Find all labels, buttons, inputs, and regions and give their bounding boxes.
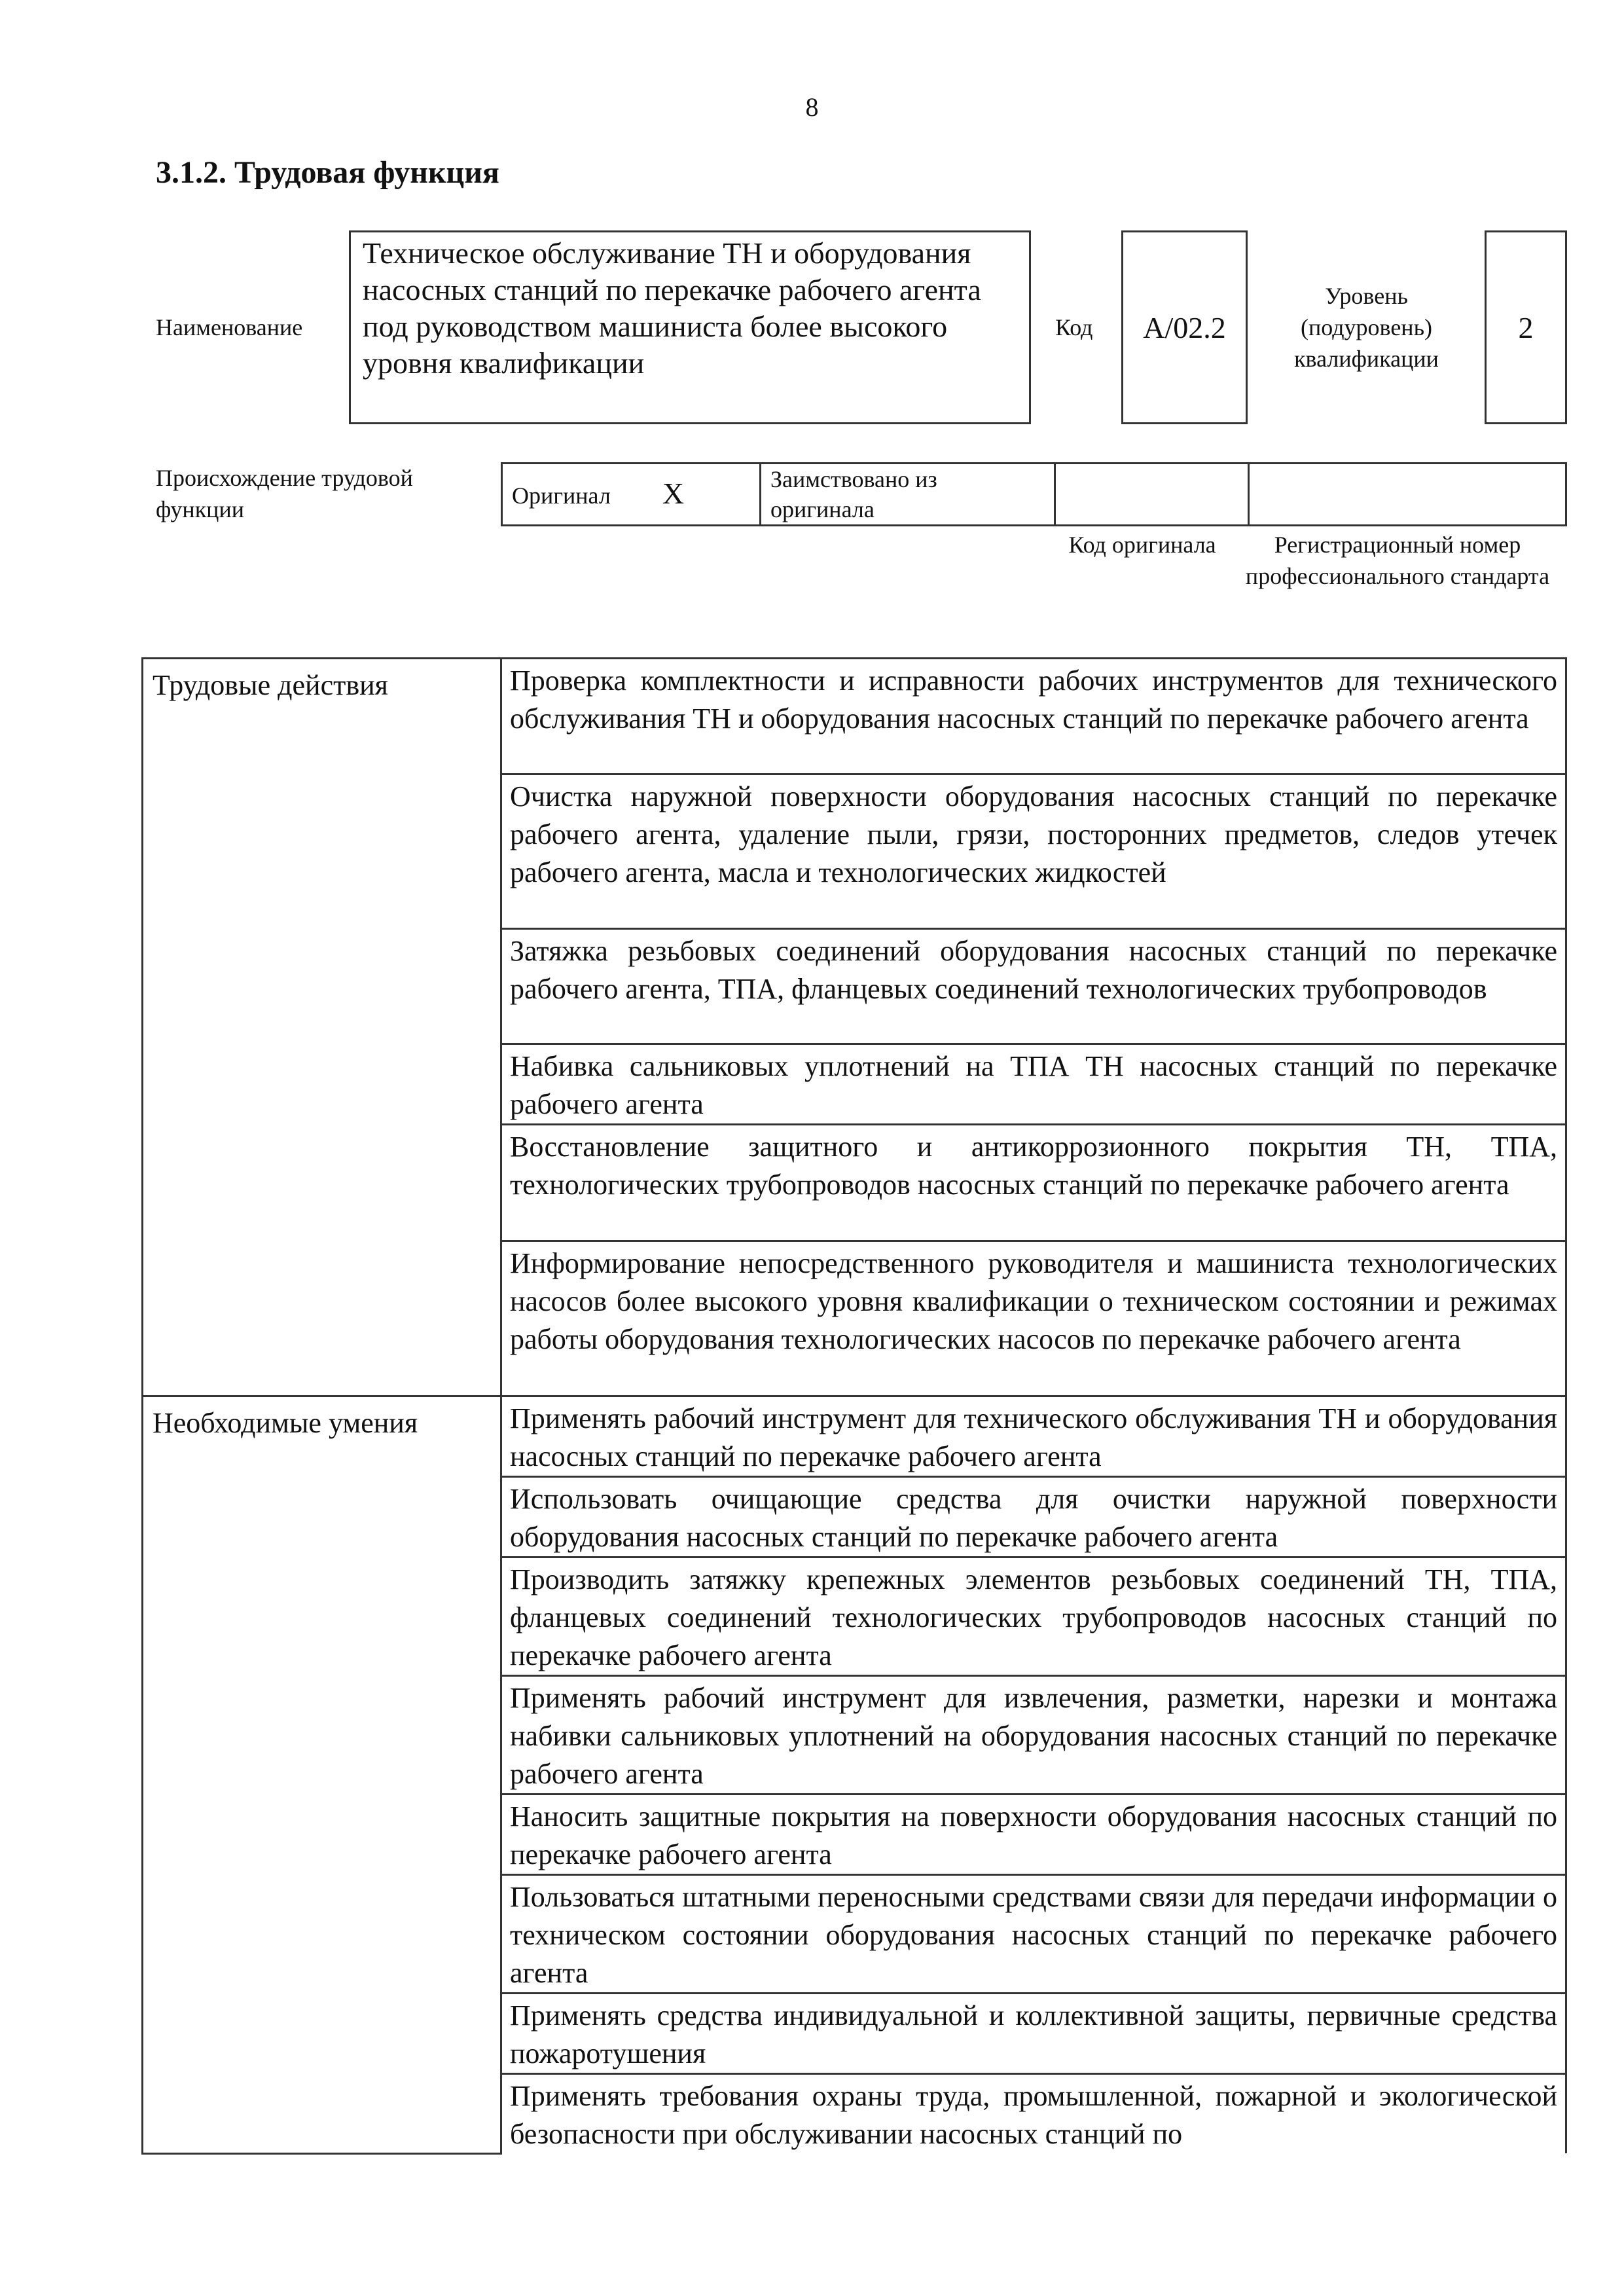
- list-item: Очистка наружной поверхности оборудования насосных станций по перекачке рабочего агента, удаление пыли, грязи, посторонних предметов, следов утечек рабочего агента, масла и технологических жидкостей: [501, 774, 1566, 929]
- functions-table: [141, 657, 1567, 2155]
- code-value-box: [1121, 230, 1248, 424]
- name-value: Техническое обслуживание ТН и оборудования насосных станций по перекачке рабочего агента под руководством машиниста более высокого уровня квалификации: [363, 236, 981, 380]
- origin-label: Происхождение трудовой функции: [156, 465, 413, 522]
- level-label: [1257, 280, 1476, 374]
- page-number: 8: [805, 92, 819, 122]
- code-value: А/02.2: [1143, 310, 1226, 344]
- list-item: Производить затяжку крепежных элементов резьбовых соединений ТН, ТПА, фланцевых соединений технологических трубопроводов насосных станций по перекачке рабочего агента: [501, 1558, 1566, 1676]
- origin-table: [501, 462, 1567, 526]
- name-label: Наименование: [156, 314, 303, 340]
- list-item: Пользоваться штатными переносными средствами связи для передачи информации о техническом состоянии оборудования насосных станций по перекачке рабочего агента: [501, 1875, 1566, 1994]
- origin-code-cell: [1055, 464, 1249, 526]
- origin-reg-cell: [1249, 464, 1566, 526]
- level-label-line3: квалификации: [1294, 346, 1439, 372]
- table-row: [143, 659, 1566, 774]
- level-value-box: [1485, 230, 1567, 424]
- list-item: Использовать очищающие средства для очистки наружной поверхности оборудования насосных станций по перекачке рабочего агента: [501, 1477, 1566, 1558]
- reg-number-caption: Регистрационный номер профессионального стандарта: [1245, 532, 1550, 589]
- code-original-caption: Код оригинала: [1068, 532, 1216, 558]
- level-label-line2: (подуровень): [1301, 314, 1432, 340]
- list-item: Применять средства индивидуальной и коллективной защиты, первичные средства пожаротушения: [501, 1994, 1566, 2074]
- list-item: Информирование непосредственного руководителя и машиниста технологических насосов более высокого уровня квалификации о техническом состоянии и режимах работы оборудования технологических насосов по перекачке рабочего агента: [501, 1241, 1566, 1396]
- section-title: 3.1.2. Трудовая функция: [156, 155, 499, 190]
- list-item: Набивка сальниковых уплотнений на ТПА ТН насосных станций по перекачке рабочего агента: [501, 1044, 1566, 1125]
- name-value-box: [349, 230, 1031, 424]
- list-item: Восстановление защитного и антикоррозионного покрытия ТН, ТПА, технологических трубопроводов насосных станций по перекачке рабочего агента: [501, 1125, 1566, 1241]
- origin-original-cell: [502, 464, 761, 526]
- list-item: Проверка комплектности и исправности рабочих инструментов для технического обслуживания ТН и оборудования насосных станций по перекачке рабочего агента: [501, 659, 1566, 774]
- level-label-line1: Уровень: [1325, 283, 1408, 309]
- list-item: Наносить защитные покрытия на поверхности оборудования насосных станций по перекачке рабочего агента: [501, 1795, 1566, 1875]
- table-row: [143, 1396, 1566, 1477]
- original-mark: X: [662, 476, 685, 510]
- list-item: Затяжка резьбовых соединений оборудования насосных станций по перекачке рабочего агента, ТПА, фланцевых соединений технологических трубопроводов: [501, 929, 1566, 1044]
- original-label: Оригинал: [512, 482, 611, 509]
- list-item: Применять требования охраны труда, промышленной, пожарной и экологической безопасности при обслуживании насосных станций по: [501, 2074, 1566, 2154]
- borrowed-label: Заимствовано из оригинала: [770, 466, 937, 522]
- code-label: Код: [1055, 314, 1093, 340]
- list-item: Применять рабочий инструмент для технического обслуживания ТН и оборудования насосных станций по перекачке рабочего агента: [501, 1396, 1566, 1477]
- level-value: 2: [1518, 310, 1534, 344]
- section-title-skills: Необходимые умения: [143, 1396, 501, 2154]
- section-title-actions: Трудовые действия: [143, 659, 501, 1396]
- list-item: Применять рабочий инструмент для извлечения, разметки, нарезки и монтажа набивки сальниковых уплотнений на оборудования насосных станций по перекачке рабочего агента: [501, 1676, 1566, 1795]
- origin-borrowed-cell: [761, 464, 1055, 526]
